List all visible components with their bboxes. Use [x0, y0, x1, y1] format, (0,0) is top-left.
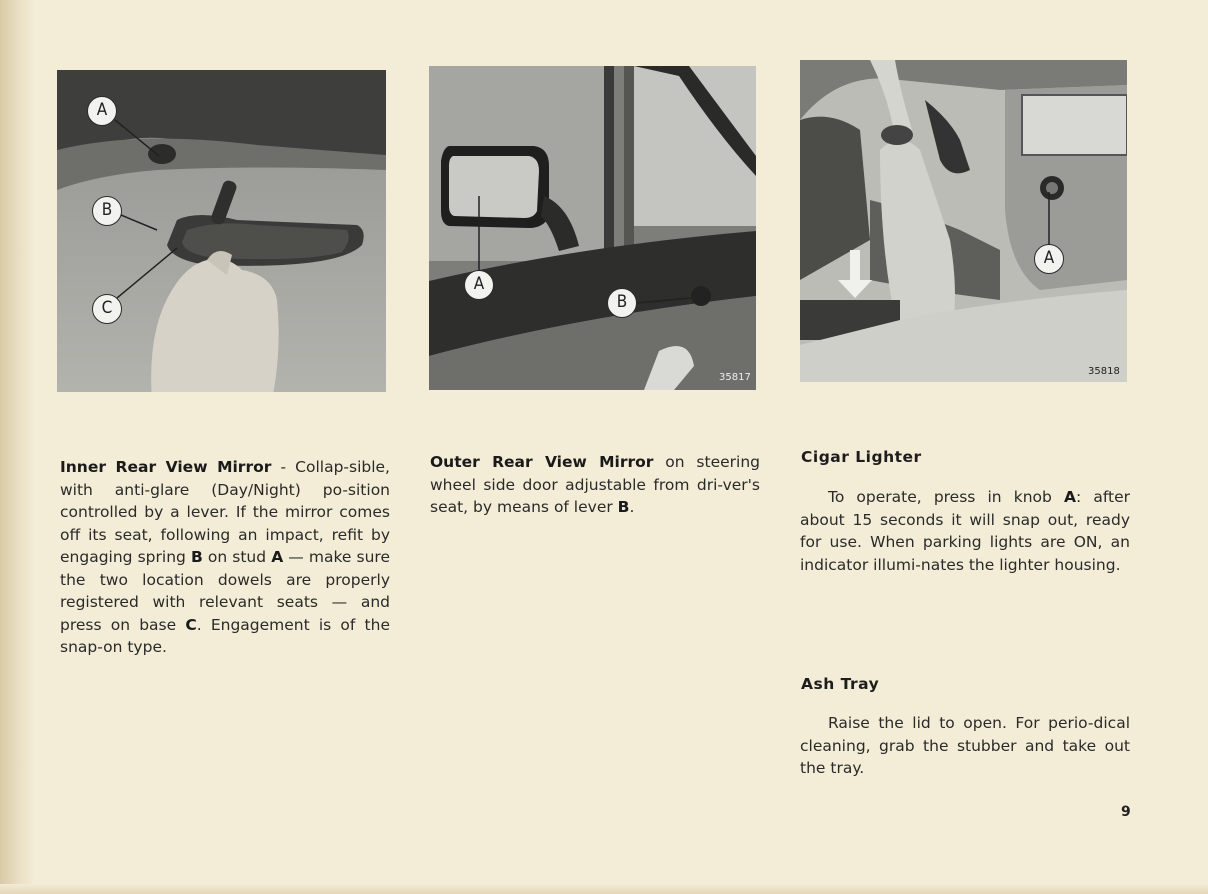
- cigar-lighter-text-2: : after about 15 seconds it will snap out, ready for use. When parking lights are ON, an indicator illumi-nates the lighter housing.: [800, 488, 1130, 574]
- ref-a: A: [271, 548, 284, 566]
- outer-mirror-section: [430, 451, 760, 519]
- inner-mirror-section: [60, 456, 390, 659]
- ref-a: A: [1063, 488, 1076, 506]
- page-bottom-edge: [0, 884, 1208, 894]
- page-edge-shadow: [0, 0, 34, 894]
- ash-tray-title: Ash Tray: [801, 675, 880, 693]
- inner-mirror-photo: [57, 70, 386, 392]
- callout-a: A: [87, 96, 117, 126]
- callout-c: C: [92, 294, 122, 324]
- cigar-lighter-title: Cigar Lighter: [801, 448, 922, 466]
- callout-b: B: [607, 288, 637, 318]
- inner-mirror-text-1: - Collap-sible, with anti-glare (Day/Night) po-sition controlled by a lever. If the mirror comes off its seat, following an impact, refit by engaging spring: [60, 458, 390, 566]
- outer-mirror-photo: [429, 66, 756, 390]
- photo-reference-number: 35818: [1088, 366, 1120, 377]
- inner-mirror-title: Inner Rear View Mirror: [60, 458, 272, 476]
- outer-mirror-text-1: on steering wheel side door adjustable from dri-ver's seat, by means of lever: [430, 453, 760, 516]
- ref-b: B: [190, 548, 203, 566]
- callout-a: A: [464, 270, 494, 300]
- cigar-lighter-text-1: To operate, press in knob: [828, 488, 1064, 506]
- outer-mirror-illustration: [429, 66, 756, 390]
- callout-a: A: [1034, 244, 1064, 274]
- cigar-lighter-text: [800, 486, 1130, 576]
- ref-b: B: [617, 498, 630, 516]
- inner-mirror-text-2: on stud: [202, 548, 272, 566]
- outer-mirror-title: Outer Rear View Mirror: [430, 453, 654, 471]
- photo-reference-number: 35817: [719, 372, 751, 383]
- inner-mirror-text-4: . Engagement is of the snap-on type.: [60, 615, 390, 656]
- ash-tray-body: Raise the lid to open. For perio-dical cleaning, grab the stubber and take out the tray.: [800, 714, 1130, 777]
- page-number: 9: [1121, 804, 1131, 820]
- outer-mirror-text-2: .: [629, 498, 635, 516]
- cigar-lighter-illustration: [800, 60, 1127, 382]
- inner-mirror-text-3: — make sure the two location dowels are properly registered with relevant seats — and press on base: [60, 548, 390, 634]
- cigar-lighter-photo: [800, 60, 1127, 382]
- ref-c: C: [185, 615, 197, 634]
- callout-b: B: [92, 196, 122, 226]
- ash-tray-text: [800, 712, 1130, 780]
